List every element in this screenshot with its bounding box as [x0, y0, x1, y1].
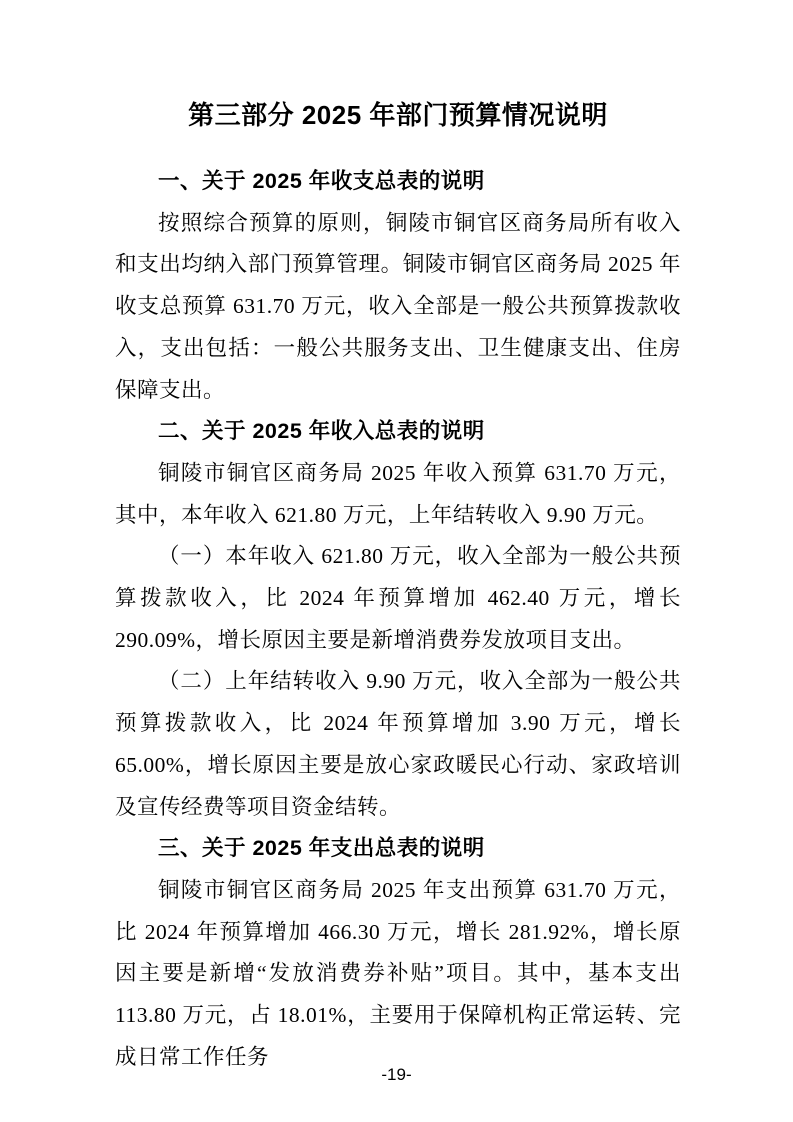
section-heading-income-summary: 二、关于 2025 年收入总表的说明 — [158, 419, 485, 444]
paragraph: 按照综合预算的原则，铜陵市铜官区商务局所有收入和支出均纳入部门预算管理。铜陵市铜官区商务局 2025 年收支总预算 631.70 万元，收入全部是一般公共预算拨款收入，支出包括：一般公共服务支出、卫生健康支出、住房保障支出。 — [115, 210, 681, 402]
paragraph: 铜陵市铜官区商务局 2025 年收入预算 631.70 万元，其中，本年收入 621.80 万元，上年结转收入 9.90 万元。 — [115, 460, 681, 527]
paragraph: （二）上年结转收入 9.90 万元，收入全部为一般公共预算拨款收入，比 2024 年预算增加 3.90 万元，增长 65.00%，增长原因主要是放心家政暖民心行动、家政培训及宣传经费等项目资金结转。 — [115, 669, 681, 819]
document-body — [115, 96, 681, 1078]
paragraph: （一）本年收入 621.80 万元，收入全部为一般公共预算拨款收入，比 2024 年预算增加 462.40 万元，增长 290.09%，增长原因主要是新增消费券发放项目支出。 — [115, 544, 681, 652]
page-title: 第三部分 2025 年部门预算情况说明 — [188, 100, 608, 130]
paragraph: 铜陵市铜官区商务局 2025 年支出预算 631.70 万元，比 2024 年预算增加 466.30 万元，增长 281.92%，增长原因主要是新增“发放消费券补贴”项目。其中，基本支出 113.80 万元，占 18.01%，主要用于保障机构正常运转、完成日常工作任务 — [115, 877, 681, 1069]
section-heading-income-expense-summary: 一、关于 2025 年收支总表的说明 — [158, 169, 485, 193]
page-number: -19- — [381, 1065, 412, 1084]
section-heading-expense-summary: 三、关于 2025 年支出总表的说明 — [158, 836, 485, 861]
